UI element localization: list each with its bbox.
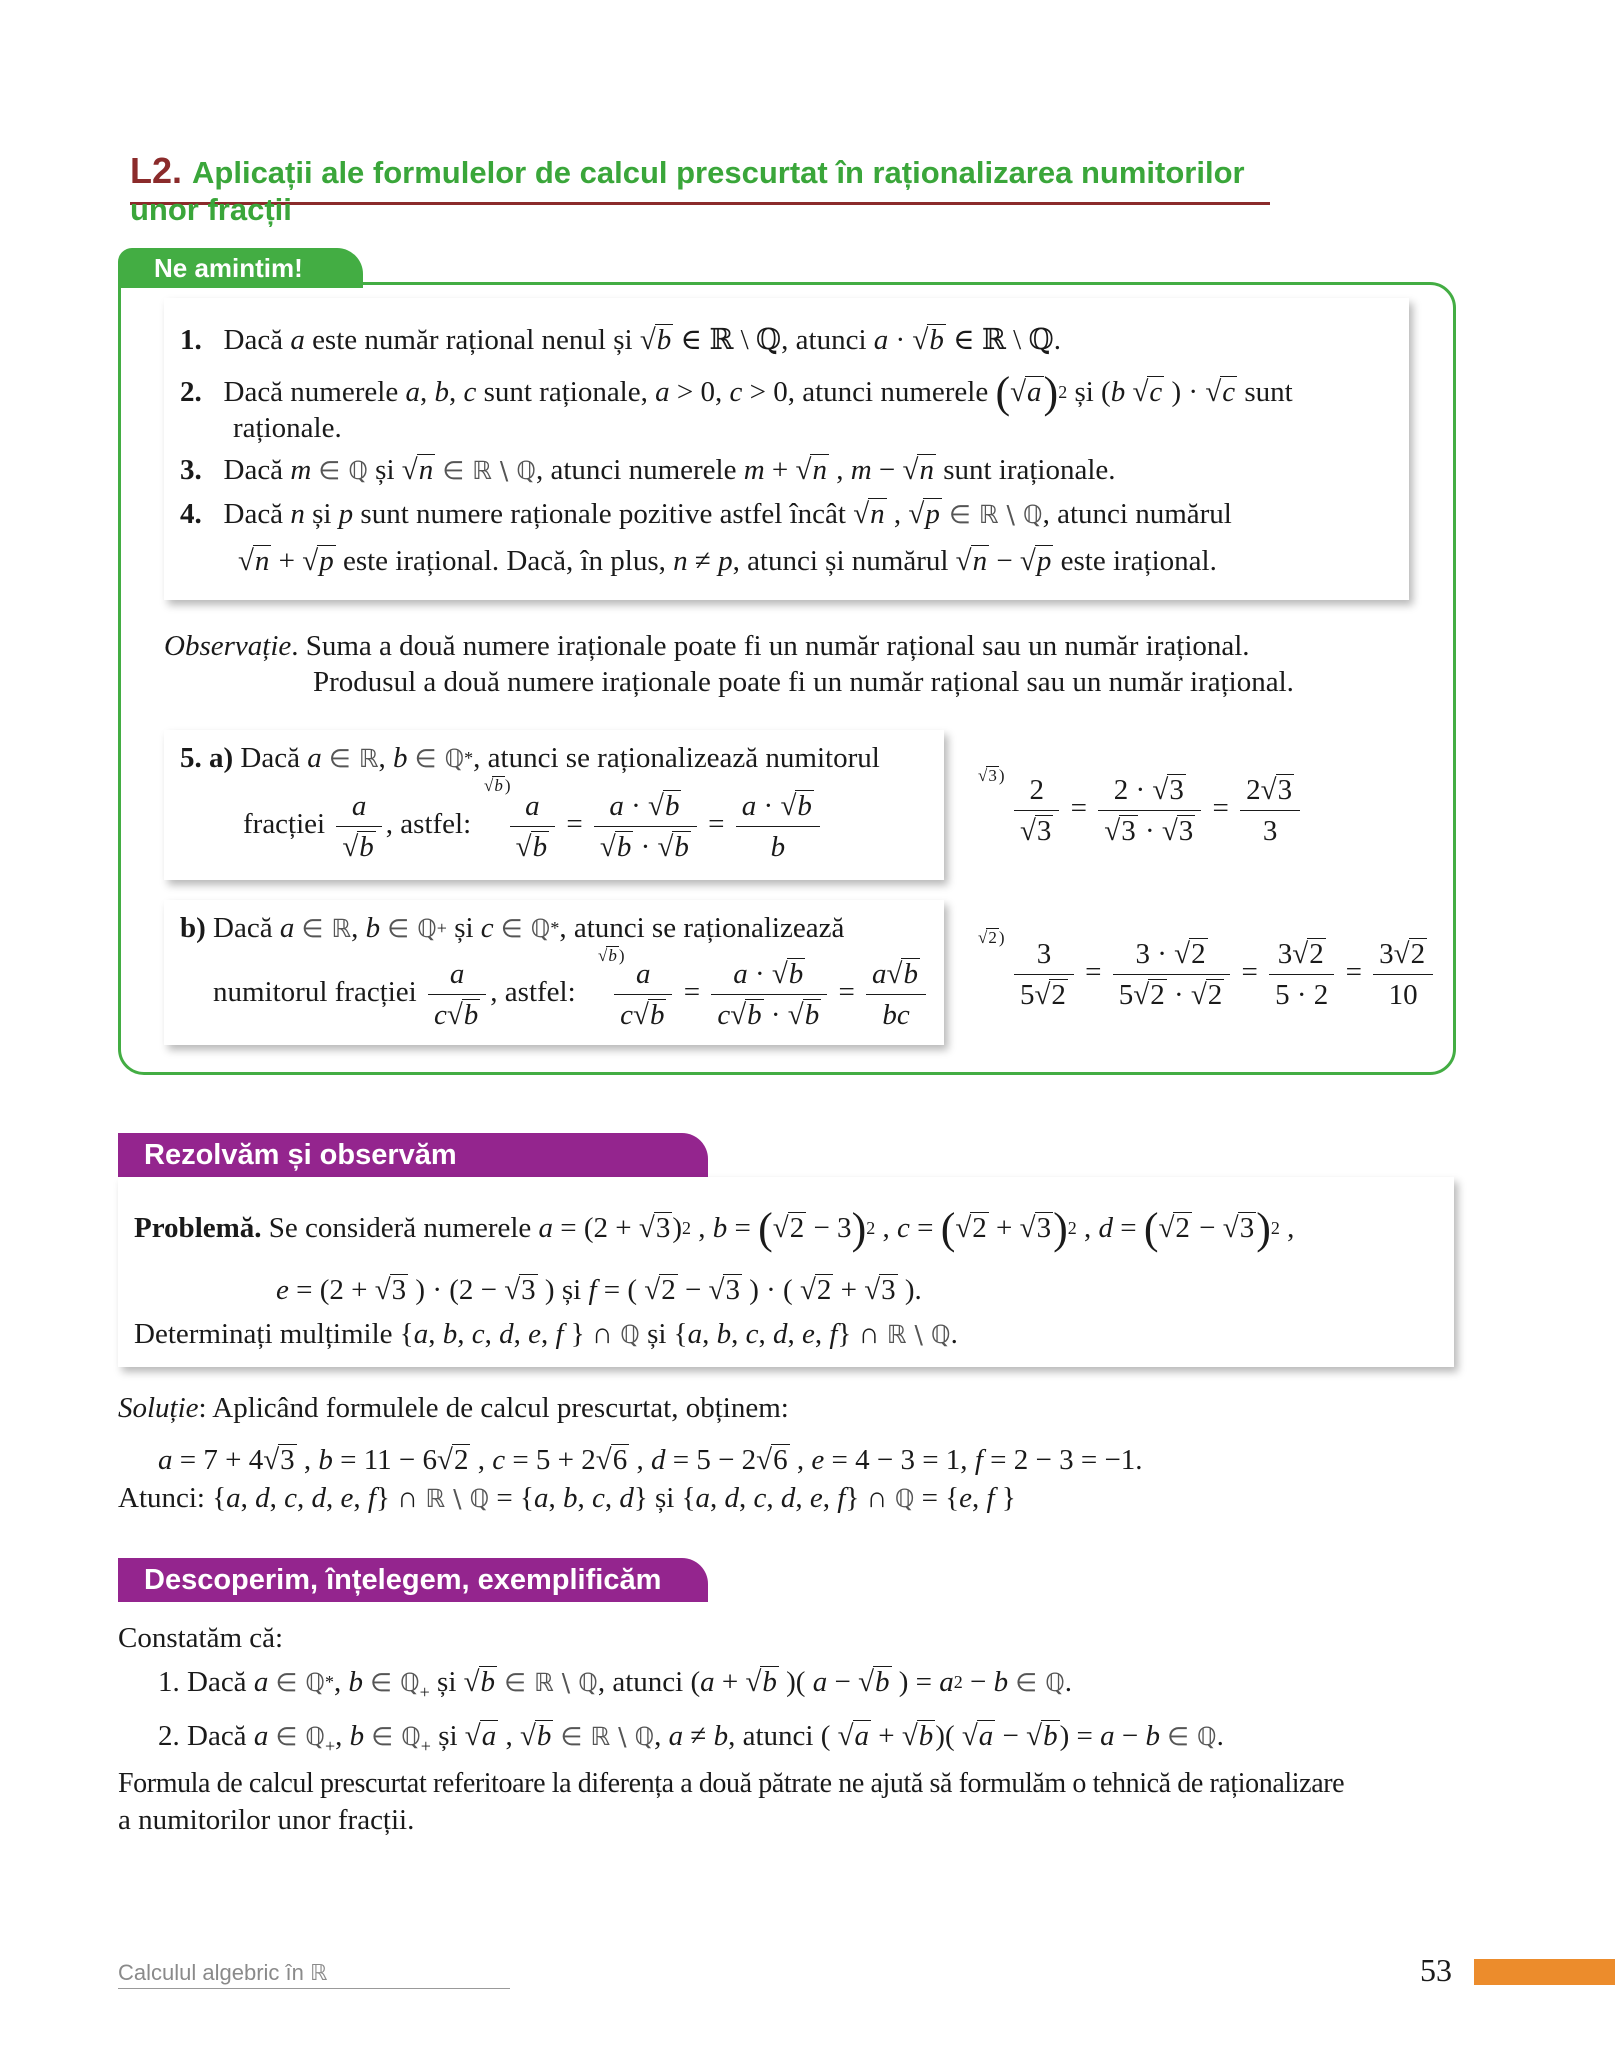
problem-line-3: Determinați mulțimile {a, b, c, d, e, f } ∩ ℚ și {a, b, c, d, e, f} ∩ ℝ \ ℚ.	[134, 1318, 958, 1350]
rule-5b-text: b) Dacă a ∈ ℝ, b ∈ ℚ+ și c ∈ ℚ*, atunci se raționalizează	[180, 912, 845, 944]
lesson-number: L2.	[130, 150, 183, 191]
example-5a: $\frac{2}{√3}$ = $\frac{2 \cdot √3}{√3 \cdot √3}$ = $\frac{2√3}{3}$	[1010, 770, 1304, 851]
chapter-footer: Calculul algebric în ℝ	[118, 1960, 328, 1985]
lesson-title-text: Aplicații ale formulelor de calcul prescurtat în raționalizarea numitorilor unor fracții	[130, 155, 1245, 227]
solution-conclusion: Atunci: {a, d, c, d, e, f} ∩ ℝ \ ℚ = {a, b, c, d} și {a, d, c, d, e, f} ∩ ℚ = {e, f }	[118, 1482, 1016, 1514]
amplify-sqrt2: √2 )	[978, 928, 1005, 947]
amplify-sqrt3: √3 )	[978, 766, 1005, 785]
rule-5a-formula: fracției $\frac{a}{√b}$ , astfel: $\frac{a}{√b}$ = $\frac{a \cdot √b}{√b \cdot √b}$ = $\frac{a \cdot √b}{b}$	[243, 786, 824, 867]
solution-values: a = 7 + 4√3 , b = 11 − 6√2 , c = 5 + 2√6 , d = 5 − 2√6 , e = 4 − 3 = 1, f = 2 − 3 = −1.	[158, 1444, 1143, 1476]
rule-2-cont: raționale.	[233, 412, 342, 444]
footer-divider	[118, 1988, 510, 1989]
discover-item-1: 1. Dacă a ∈ ℚ*, b ∈ ℚ$_+$ și √b ∈ ℝ \ ℚ, atunci (a + √b )( a − √b ) = $a^2 - b$ ∈ ℚ.	[158, 1666, 1073, 1702]
discover-intro: Constatăm că:	[118, 1622, 284, 1654]
rule-5b-formula: numitorul fracției $\frac{a}{c√b}$ , astfel: $\frac{a}{c√b}$ = $\frac{a \cdot √b}{c√b \cdot √b}$ = $\frac{a√b}{bc}$	[213, 954, 930, 1035]
amplify-sqrt-b-b: √b )	[598, 946, 625, 965]
lesson-title	[130, 150, 1270, 227]
observation-line-2: Produsul a două numere iraționale poate fi un număr rațional sau un număr irațional.	[313, 666, 1294, 698]
problem-line-2: e = (2 + √3 ) · (2 − √3 ) și f = ( √2 − √3 ) · ( √2 + √3 ).	[276, 1274, 922, 1306]
problem-line-1: Problemă. Se consideră numerele $a = (2 + √3)^2$ , $b = (√2 - 3)^2$ , $c = (√2 + √3)^2$ , $d = (√2 - √3)^2$ ,	[134, 1204, 1295, 1253]
rule-5a-text: 5. a) Dacă a ∈ ℝ, b ∈ ℚ*, atunci se raționalizează numitorul	[180, 742, 880, 774]
rule-2: 2. Dacă numerele a, b, c sunt raționale, a > 0, c > 0, atunci numerele $(√a)^2$ și (b √c ) · √c sunt	[180, 368, 1293, 417]
rule-4-cont: √n + √p este irațional. Dacă, în plus, n ≠ p, atunci și numărul √n − √p este irațional.	[238, 545, 1217, 577]
solution-line: Soluție: Aplicând formulele de calcul prescurtat, obținem:	[118, 1392, 789, 1424]
rule-1: 1. Dacă a este număr rațional nenul și √b ∈ ℝ \ ℚ, atunci a · √b ∈ ℝ \ ℚ.	[180, 324, 1061, 356]
rule-4: 4. Dacă n și p sunt numere raționale pozitive astfel încât √n , √p ∈ ℝ \ ℚ, atunci numărul	[180, 498, 1232, 530]
example-5b: $\frac{3}{5√2}$ = $\frac{3 \cdot √2}{5√2 \cdot √2}$ = $\frac{3√2}{5 \cdot 2}$ = $\frac{3√2}{10}$	[1010, 934, 1437, 1015]
solve-tab: Rezolvăm și observăm	[118, 1133, 708, 1177]
amplify-sqrt-b-a: √b )	[484, 776, 511, 795]
observation-line-1: Observație. Suma a două numere iraționale poate fi un număr rațional sau un număr irațional.	[164, 630, 1250, 662]
discover-item-2: 2. Dacă a ∈ ℚ$_+$, b ∈ ℚ$_+$ și √a , √b ∈ ℝ \ ℚ, a ≠ b, atunci ( √a + √b)( √a − √b) = a − b ∈ ℚ.	[158, 1720, 1224, 1756]
page-accent-bar	[1474, 1959, 1615, 1985]
discover-conclusion-1: Formula de calcul prescurtat referitoare la diferența a două pătrate ne ajută să formulăm o tehnică de raționalizare	[118, 1768, 1345, 1799]
rule-3: 3. Dacă m ∈ ℚ și √n ∈ ℝ \ ℚ, atunci numerele m + √n , m − √n sunt iraționale.	[180, 454, 1116, 486]
discover-conclusion-2: a numitorilor unor fracții.	[118, 1804, 415, 1836]
discover-tab: Descoperim, înțelegem, exemplificăm	[118, 1558, 708, 1602]
page-number: 53	[1420, 1952, 1452, 1988]
remember-tab: Ne amintim!	[118, 248, 363, 288]
